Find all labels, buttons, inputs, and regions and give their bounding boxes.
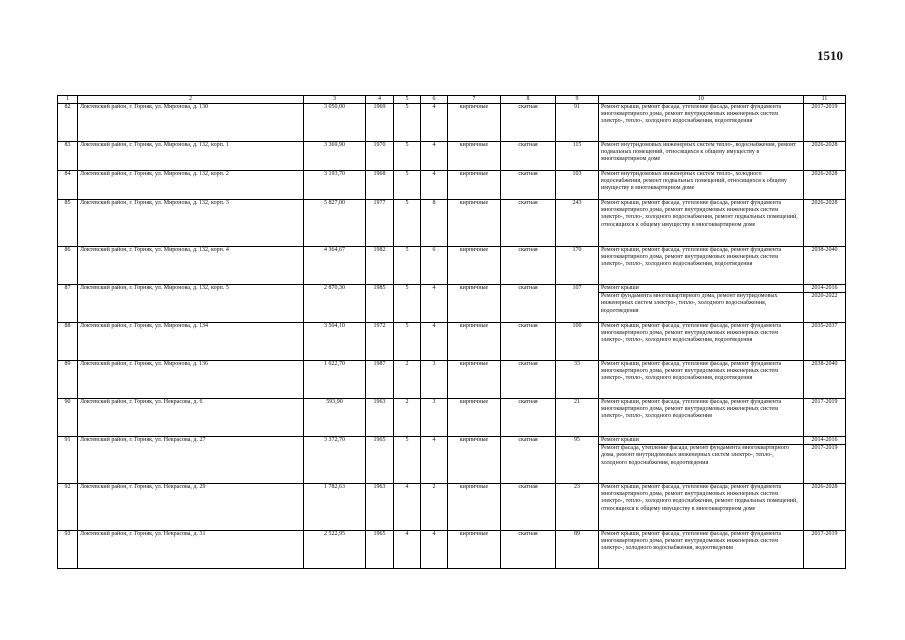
table-row <box>58 247 846 285</box>
year-built-cell: 1963 <box>366 484 394 531</box>
work-description: Ремонт крыши, ремонт фасада, утепление фасада, ремонт фундамента многоквартирного дома, ремонт внутридомовых инженерных систем электро-, тепло-, холодного водоснабжения, водоотведения <box>601 323 782 344</box>
header-cell: 1 <box>58 96 78 104</box>
row-number: 86 <box>58 247 78 285</box>
area-cell: 5 827,00 <box>304 200 366 247</box>
year-built-cell: 1968 <box>366 171 394 200</box>
row-number: 83 <box>58 142 78 171</box>
address-cell: Локтевский район, г. Горняк, ул. Миронова, д. 136 <box>78 361 304 399</box>
work-period: 2017-2019 <box>811 531 838 537</box>
work-description: Ремонт фасада, утепление фасада, ремонт фундамента многоквартирного дома, ремонт внутридомовых инженерных систем электро-, тепло-, холодного водоснабжения, водоотведения <box>599 444 803 467</box>
works-cell <box>599 200 804 247</box>
address-cell: Локтевский район, г. Горняк, ул. Некрасова, д. 31 <box>78 531 304 569</box>
work-period: 2026-2028 <box>811 142 838 148</box>
address-cell: Локтевский район, г. Горняк, ул. Миронова, д. 132, корп. 3 <box>78 200 304 247</box>
work-period: 2017-2019 <box>811 104 838 110</box>
works-cell <box>599 361 804 399</box>
period-cell <box>804 104 846 142</box>
wall-material-cell: кирпичные <box>448 437 501 484</box>
year-built-cell: 1977 <box>366 200 394 247</box>
residents-cell: 103 <box>556 171 599 200</box>
row-number: 91 <box>58 437 78 484</box>
residents-cell: 23 <box>556 484 599 531</box>
work-description: Ремонт крыши, ремонт фасада, утепление фасада, ремонт фундамента многоквартирного дома, ремонт внутридомовых инженерных систем электро-, тепло-, холодного водоснабжения, водоотведения <box>601 104 782 125</box>
entrances-cell: 4 <box>421 437 448 484</box>
row-number: 88 <box>58 323 78 361</box>
row-number: 84 <box>58 171 78 200</box>
year-built-cell: 1970 <box>366 142 394 171</box>
work-period: 2038-2040 <box>811 247 838 253</box>
floors-cell: 5 <box>394 323 421 361</box>
address-cell: Локтевский район, г. Горняк, ул. Некрасова, д. 29 <box>78 484 304 531</box>
header-cell: 11 <box>804 96 846 104</box>
roof-type-cell: скатная <box>501 399 556 437</box>
work-period: 2014-2016 <box>811 437 838 443</box>
table-row <box>58 531 846 569</box>
entrances-cell: 4 <box>421 104 448 142</box>
wall-material-cell: кирпичные <box>448 285 501 323</box>
table-row <box>58 484 846 531</box>
address-cell: Локтевский район, г. Горняк, ул. Миронова, д. 132, корп. 1 <box>78 142 304 171</box>
work-period: 2017-2019 <box>811 399 838 405</box>
entrances-cell: 4 <box>421 171 448 200</box>
work-description: Ремонт внутридомовых инженерных систем тепло-, холодного водоснабжения, ремонт подвальных помещений, относящихся к общему имуществу в многоквартирном доме <box>601 171 787 192</box>
work-description: Ремонт крыши, ремонт фасада, утепление фасада, ремонт фундамента многоквартирного дома, ремонт внутридомовых инженерных систем электро-, тепло-, холодного водоснабжения, ремонт подвальных помещений, относящихся к общему имуществу в многоквартирном доме <box>601 484 798 512</box>
table-row <box>58 200 846 247</box>
work-period: 2017-2019 <box>804 444 845 468</box>
wall-material-cell: кирпичные <box>448 200 501 247</box>
works-cell <box>599 104 804 142</box>
residents-cell: 243 <box>556 200 599 247</box>
year-built-cell: 1969 <box>366 104 394 142</box>
year-built-cell: 1965 <box>366 531 394 569</box>
header-cell: 4 <box>366 96 394 104</box>
work-description: Ремонт крыши, ремонт фасада, утепление фасада, ремонт фундамента многоквартирного дома, ремонт внутридомовых инженерных систем электро-, тепло-, холодного водоснабжения, водоотведения <box>601 361 782 382</box>
works-cell <box>599 171 804 200</box>
header-cell: 10 <box>599 96 804 104</box>
work-description: Ремонт крыши, ремонт фасада, утепление фасада, ремонт фундамента многоквартирного дома, ремонт внутридомовых инженерных систем электро-, тепло-, холодного водоснабжения, ремонт подвальных помещений, относящихся к общему имуществу в многоквартирном доме <box>601 200 798 228</box>
work-description: Ремонт крыши, ремонт фасада, утепление фасада, ремонт фундамента многоквартирного дома, ремонт внутридомовых инженерных систем электро-, тепло-, холодного водоснабжения, водоотведения <box>601 247 782 268</box>
area-cell: 593,90 <box>304 399 366 437</box>
roof-type-cell: скатная <box>501 171 556 200</box>
wall-material-cell: кирпичные <box>448 399 501 437</box>
residents-cell: 95 <box>556 437 599 484</box>
work-period: 2035-2037 <box>811 323 838 329</box>
works-cell <box>599 285 804 323</box>
area-cell: 3 050,00 <box>304 104 366 142</box>
header-cell: 2 <box>78 96 304 104</box>
row-number: 82 <box>58 104 78 142</box>
period-cell <box>804 171 846 200</box>
address-cell: Локтевский район, г. Горняк, ул. Миронова, д. 130 <box>78 104 304 142</box>
floors-cell: 5 <box>394 171 421 200</box>
residents-cell: 33 <box>556 361 599 399</box>
area-cell: 2 870,30 <box>304 285 366 323</box>
entrances-cell: 8 <box>421 200 448 247</box>
residents-cell: 89 <box>556 531 599 569</box>
work-description: Ремонт крыши, ремонт фасада, утепление фасада, ремонт фундамента многоквартирного дома, ремонт внутридомовых инженерных систем электро-, тепло-, холодного водоснабжения <box>601 399 782 420</box>
year-built-cell: 1985 <box>366 285 394 323</box>
work-description: Ремонт крыши <box>601 285 639 291</box>
entrances-cell: 4 <box>421 142 448 171</box>
works-cell <box>599 437 804 484</box>
wall-material-cell: кирпичные <box>448 247 501 285</box>
row-number: 93 <box>58 531 78 569</box>
wall-material-cell: кирпичные <box>448 361 501 399</box>
works-cell <box>599 323 804 361</box>
area-cell: 1 022,70 <box>304 361 366 399</box>
wall-material-cell: кирпичные <box>448 171 501 200</box>
floors-cell: 4 <box>394 484 421 531</box>
table-row <box>58 361 846 399</box>
period-cell <box>804 142 846 171</box>
roof-type-cell: скатная <box>501 484 556 531</box>
roof-type-cell: скатная <box>501 437 556 484</box>
wall-material-cell: кирпичные <box>448 104 501 142</box>
roof-type-cell: скатная <box>501 142 556 171</box>
roof-type-cell: скатная <box>501 200 556 247</box>
residents-cell: 91 <box>556 104 599 142</box>
floors-cell: 5 <box>394 104 421 142</box>
row-number: 92 <box>58 484 78 531</box>
entrances-cell: 2 <box>421 484 448 531</box>
year-built-cell: 1987 <box>366 361 394 399</box>
table-row <box>58 171 846 200</box>
header-cell: 5 <box>394 96 421 104</box>
floors-cell: 5 <box>394 285 421 323</box>
residents-cell: 115 <box>556 142 599 171</box>
floors-cell: 5 <box>394 200 421 247</box>
work-description: Ремонт внутридомовых инженерных систем тепло-, водоснабжения, ремонт подвальных помещений, относящихся к общему имуществу в многоквартирном доме <box>601 142 796 163</box>
work-period: 2026-2028 <box>811 484 838 490</box>
area-cell: 2 522,95 <box>304 531 366 569</box>
works-cell <box>599 247 804 285</box>
column-number-header <box>58 96 846 104</box>
floors-cell: 2 <box>394 399 421 437</box>
row-number: 85 <box>58 200 78 247</box>
table-row <box>58 437 846 484</box>
table-row <box>58 104 846 142</box>
address-cell: Локтевский район, г. Горняк, ул. Некрасова, д. 6 <box>78 399 304 437</box>
roof-type-cell: скатная <box>501 323 556 361</box>
work-period: 2020-2022 <box>804 292 845 316</box>
floors-cell: 4 <box>394 531 421 569</box>
row-number: 90 <box>58 399 78 437</box>
header-cell: 6 <box>421 96 448 104</box>
entrances-cell: 4 <box>421 285 448 323</box>
period-cell <box>804 399 846 437</box>
residents-cell: 100 <box>556 323 599 361</box>
wall-material-cell: кирпичные <box>448 323 501 361</box>
works-cell <box>599 531 804 569</box>
year-built-cell: 1965 <box>366 437 394 484</box>
entrances-cell: 4 <box>421 531 448 569</box>
period-cell <box>804 361 846 399</box>
work-period: 2014-2016 <box>811 285 838 291</box>
entrances-cell: 6 <box>421 247 448 285</box>
floors-cell: 5 <box>394 437 421 484</box>
header-cell: 7 <box>448 96 501 104</box>
year-built-cell: 1963 <box>366 399 394 437</box>
work-period: 2026-2028 <box>811 200 838 206</box>
area-cell: 4 364,67 <box>304 247 366 285</box>
work-description: Ремонт крыши, ремонт фасада, утепление фасада, ремонт фундамента многоквартирного дома, ремонт внутридомовых инженерных систем электро-, холодного водоснабжения, водоотведения <box>601 531 782 552</box>
header-cell: 9 <box>556 96 599 104</box>
roof-type-cell: скатная <box>501 285 556 323</box>
header-cell: 8 <box>501 96 556 104</box>
address-cell: Локтевский район, г. Горняк, ул. Некрасова, д. 27 <box>78 437 304 484</box>
period-cell <box>804 200 846 247</box>
period-cell <box>804 484 846 531</box>
table-row <box>58 399 846 437</box>
period-cell <box>804 247 846 285</box>
table-row <box>58 323 846 361</box>
period-cell <box>804 323 846 361</box>
wall-material-cell: кирпичные <box>448 484 501 531</box>
area-cell: 3 193,70 <box>304 171 366 200</box>
area-cell: 3 372,70 <box>304 437 366 484</box>
table-row <box>58 285 846 323</box>
wall-material-cell: кирпичные <box>448 531 501 569</box>
entrances-cell: 3 <box>421 399 448 437</box>
work-period: 2026-2028 <box>811 171 838 177</box>
period-cell <box>804 531 846 569</box>
year-built-cell: 1982 <box>366 247 394 285</box>
area-cell: 1 782,63 <box>304 484 366 531</box>
roof-type-cell: скатная <box>501 531 556 569</box>
address-cell: Локтевский район, г. Горняк, ул. Миронова, д. 132, корп. 4 <box>78 247 304 285</box>
residents-cell: 107 <box>556 285 599 323</box>
floors-cell: 5 <box>394 142 421 171</box>
page-number: 1510 <box>817 48 843 63</box>
work-description: Ремонт крыши <box>601 437 639 443</box>
wall-material-cell: кирпичные <box>448 142 501 171</box>
period-cell <box>804 285 846 323</box>
table-body <box>58 104 846 569</box>
year-built-cell: 1972 <box>366 323 394 361</box>
entrances-cell: 4 <box>421 323 448 361</box>
row-number: 87 <box>58 285 78 323</box>
address-cell: Локтевский район, г. Горняк, ул. Миронова, д. 132, корп. 2 <box>78 171 304 200</box>
roof-type-cell: скатная <box>501 361 556 399</box>
floors-cell: 5 <box>394 247 421 285</box>
residents-cell: 21 <box>556 399 599 437</box>
residents-cell: 170 <box>556 247 599 285</box>
row-number: 89 <box>58 361 78 399</box>
works-cell <box>599 484 804 531</box>
roof-type-cell: скатная <box>501 104 556 142</box>
housing-repair-table <box>57 95 846 569</box>
entrances-cell: 3 <box>421 361 448 399</box>
works-cell <box>599 142 804 171</box>
area-cell: 3 369,90 <box>304 142 366 171</box>
address-cell: Локтевский район, г. Горняк, ул. Миронова, д. 132, корп. 5 <box>78 285 304 323</box>
address-cell: Локтевский район, г. Горняк, ул. Миронова, д. 134 <box>78 323 304 361</box>
roof-type-cell: скатная <box>501 247 556 285</box>
area-cell: 3 504,10 <box>304 323 366 361</box>
work-description: Ремонт фундамента многоквартирного дома, ремонт внутридомовых инженерных систем электро-, тепло-, холодного водоснабжения, водоотведения <box>599 292 803 315</box>
work-period: 2038-2040 <box>811 361 838 367</box>
works-cell <box>599 399 804 437</box>
header-cell: 3 <box>304 96 366 104</box>
table-row <box>58 142 846 171</box>
floors-cell: 2 <box>394 361 421 399</box>
period-cell <box>804 437 846 484</box>
